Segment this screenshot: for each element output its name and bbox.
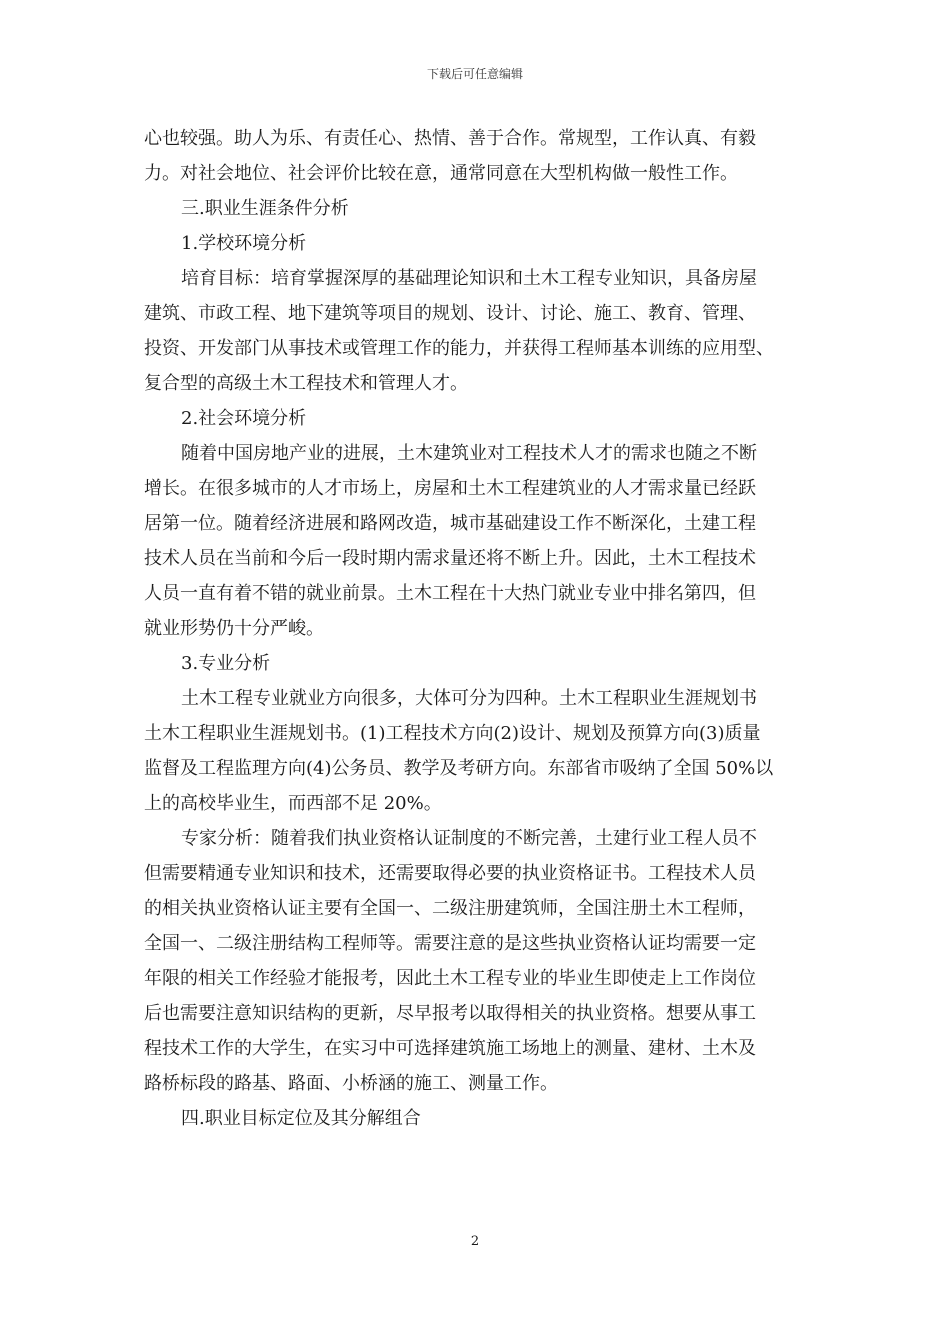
subsection-heading: 2.社会环境分析 bbox=[181, 408, 307, 429]
text-line: 土木工程专业就业方向很多，大体可分为四种。土木工程职业生涯规划书 bbox=[181, 688, 757, 709]
document-body bbox=[144, 121, 820, 1136]
text-line: 后也需要注意知识结构的更新，尽早报考以取得相关的执业资格。想要从事工 bbox=[144, 1003, 756, 1024]
text-line: 人员一直有着不错的就业前景。土木工程在十大热门就业专业中排名第四，但 bbox=[144, 583, 756, 604]
text-line: 心也较强。助人为乐、有责任心、热情、善于合作。常规型，工作认真、有毅 bbox=[144, 128, 756, 149]
page-header: 下载后可任意编辑 bbox=[426, 67, 523, 81]
page-number: 2 bbox=[470, 1234, 480, 1249]
text-line: 力。对社会地位、社会评价比较在意，通常同意在大型机构做一般性工作。 bbox=[144, 163, 738, 184]
text-line: 监督及工程监理方向(4)公务员、教学及考研方向。东部省市吸纳了全国 50%以 bbox=[144, 758, 774, 779]
subsection-heading: 3.专业分析 bbox=[181, 653, 271, 674]
text-line: 土木工程职业生涯规划书。(1)工程技术方向(2)设计、规划及预算方向(3)质量 bbox=[144, 723, 761, 744]
section-heading: 四.职业目标定位及其分解组合 bbox=[181, 1108, 421, 1129]
text-line: 全国一、二级注册结构工程师等。需要注意的是这些执业资格认证均需要一定 bbox=[144, 933, 756, 954]
text-line: 居第一位。随着经济进展和路网改造，城市基础建设工作不断深化，土建工程 bbox=[144, 513, 756, 534]
text-line: 上的高校毕业生，而西部不足 20%。 bbox=[144, 793, 442, 814]
text-line: 年限的相关工作经验才能报考，因此土木工程专业的毕业生即使走上工作岗位 bbox=[144, 968, 756, 989]
text-line: 培育目标：培育掌握深厚的基础理论知识和土木工程专业知识，具备房屋 bbox=[181, 268, 757, 289]
text-line: 程技术工作的大学生，在实习中可选择建筑施工场地上的测量、建材、土木及 bbox=[144, 1038, 756, 1059]
text-line: 随着中国房地产业的进展，土木建筑业对工程技术人才的需求也随之不断 bbox=[181, 443, 757, 464]
section-heading: 三.职业生涯条件分析 bbox=[181, 198, 349, 219]
text-line: 路桥标段的路基、路面、小桥涵的施工、测量工作。 bbox=[144, 1073, 558, 1094]
text-line: 建筑、市政工程、地下建筑等项目的规划、设计、讨论、施工、教育、管理、 bbox=[144, 303, 756, 324]
text-line: 技术人员在当前和今后一段时期内需求量还将不断上升。因此，土木工程技术 bbox=[144, 548, 756, 569]
text-line: 投资、开发部门从事技术或管理工作的能力，并获得工程师基本训练的应用型、 bbox=[144, 338, 774, 359]
text-line: 的相关执业资格认证主要有全国一、二级注册建筑师，全国注册土木工程师， bbox=[144, 898, 756, 919]
subsection-heading: 1.学校环境分析 bbox=[181, 233, 307, 254]
text-line: 就业形势仍十分严峻。 bbox=[144, 618, 324, 639]
text-line: 但需要精通专业知识和技术，还需要取得必要的执业资格证书。工程技术人员 bbox=[144, 863, 756, 884]
text-line: 专家分析：随着我们执业资格认证制度的不断完善，土建行业工程人员不 bbox=[181, 828, 757, 849]
text-line: 复合型的高级土木工程技术和管理人才。 bbox=[144, 373, 468, 394]
text-line: 增长。在很多城市的人才市场上，房屋和土木工程建筑业的人才需求量已经跃 bbox=[144, 478, 756, 499]
